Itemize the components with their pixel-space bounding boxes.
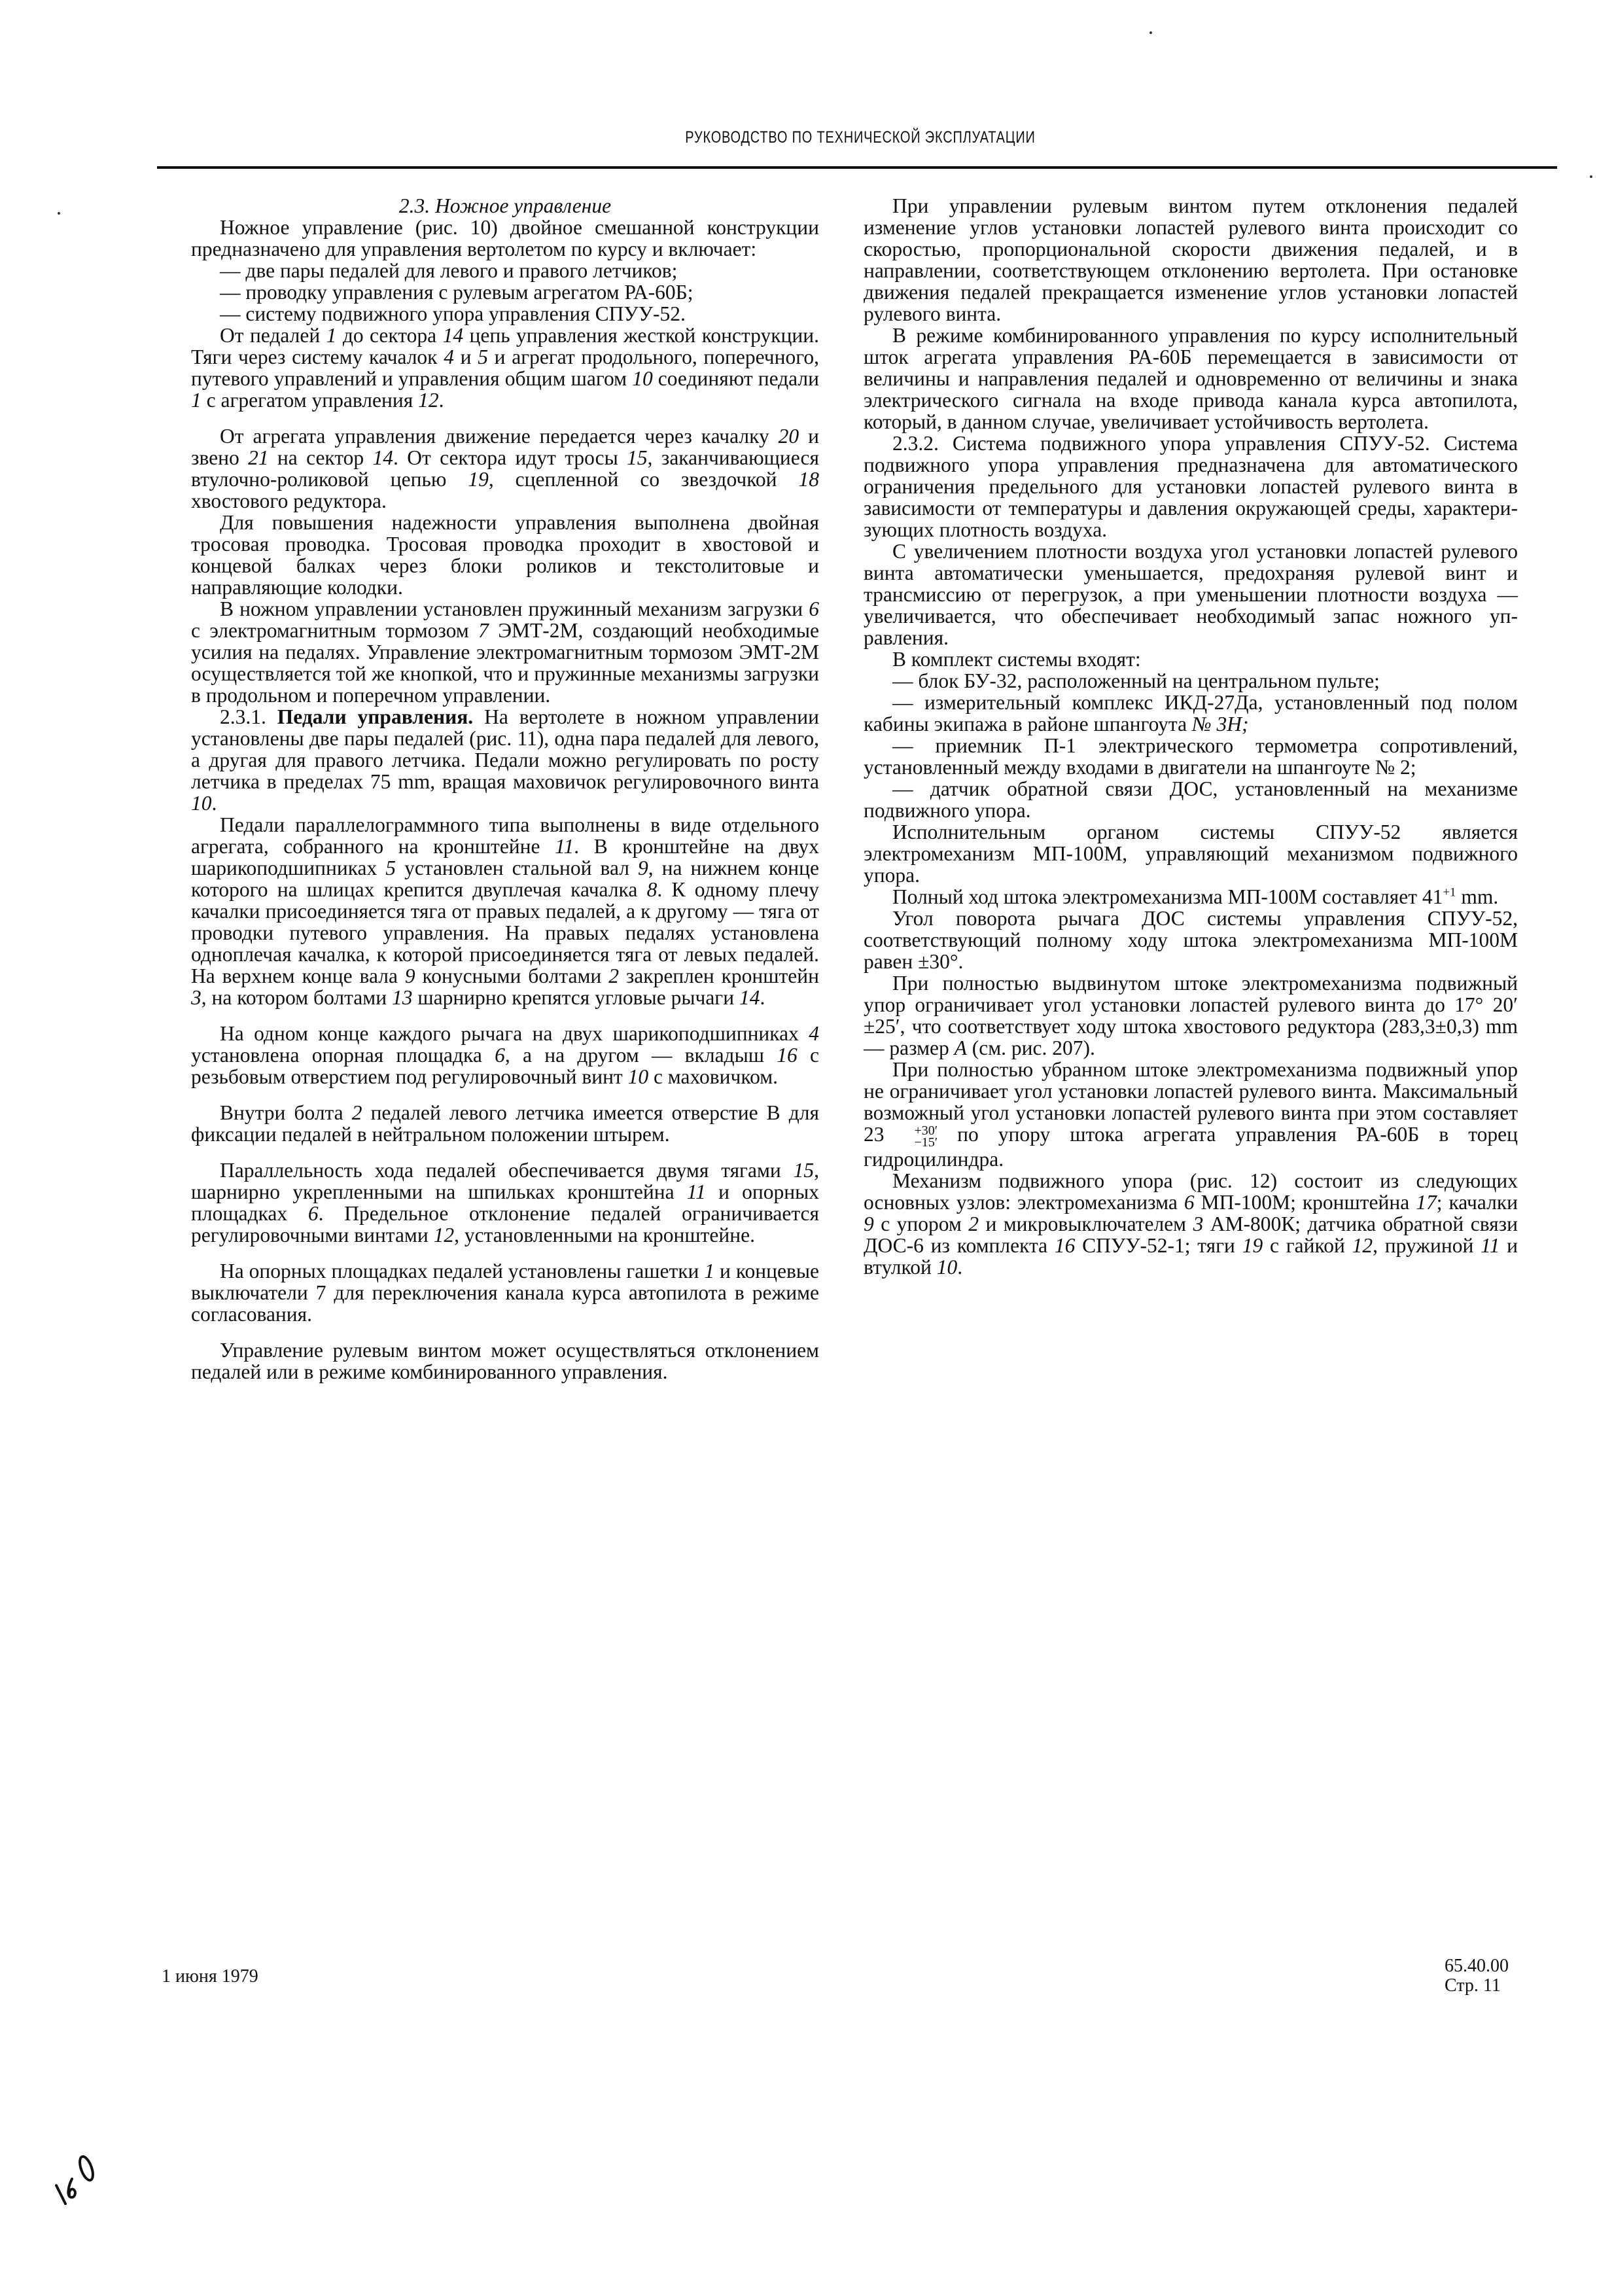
- footer-date: 1 июня 1979: [162, 1966, 258, 1987]
- section-title: 2.3. Ножное управление: [398, 194, 612, 217]
- paragraph: При управлении рулевым винтом путем отклонения педалей изменение углов установки лопастей рулевого винта происходит со скоростью, пропорциональной скорости движения педалей, и в направлении, соответствующем отклонению вертолета. При остановке движения педалей прекращается изменение углов установки лопастей рулевого винта.: [864, 194, 1518, 325]
- list-item: — приемник П-1 электрического термометра сопротивлений, установленный между входами в двигатели на шпангоуте № 2;: [864, 734, 1518, 779]
- paragraph: Исполнительным органом системы СПУУ-52 является электромеханизм МП-100М, управляющий механизмом подвижного упора.: [864, 821, 1518, 887]
- handwritten-page-mark: [51, 2146, 97, 2205]
- paragraph: Механизм подвижного упора (рис. 12) состоит из следующих основных узлов: электромеханизма 6 МП-100М; кронштейна 17; качалки 9 с упором 2 и микровыключателем 3 АМ-800К; датчика обратной связи ДОС-6 из комплекта 16 СПУУ-52-1; тяги 19 с гайкой 12, пружиной 11 и втулкой 10.: [864, 1169, 1518, 1279]
- paragraph: В режиме комбинированного управления по курсу исполнительный шток агрегата управления РА-60Б перемещается в зависимости от величины и направления педалей и одновременно от величины и знака электрического сигнала на входе привода канала курса автопилота, который, в данном случае, увеличивает устойчивость вертолета.: [864, 324, 1518, 433]
- paragraph: Внутри болта 2 педалей левого летчика имеется отверстие В для фиксации педалей в нейтральном положении штырем.: [191, 1101, 819, 1146]
- paragraph: При полностью убранном штоке электромеханизма подвижный упор не ограничивает угол установки лопастей рулевого винта. Максимальный возможный угол установки лопастей рулевого винта при этом составляет 23 +30′ −15′ по упору штока агрегата управления РА-60Б в торец гидроцилиндра.: [864, 1058, 1518, 1171]
- paragraph: Управление рулевым винтом может осуществляться отклонением педалей или в режиме комбинированного управления.: [191, 1339, 819, 1383]
- paragraph: На опорных площадках педалей установлены гашетки 1 и концевые выключатели 7 для переключения канала курса автопилота в режиме согласования.: [191, 1260, 819, 1326]
- subsection-paragraph: 2.3.2. Система подвижного упора управления СПУУ-52. Система подвижного упора управления предназначена для автоматического ограничения предельного для установки лопастей рулевого винта в зависимости от температуры и давления окружающей среды, характеризующих плотность воздуха.: [864, 432, 1518, 541]
- left-column: [191, 195, 819, 1383]
- tolerance-superscript: +1: [1443, 885, 1456, 900]
- angle-tolerance: +30′ −15′: [914, 1123, 938, 1150]
- subsection-paragraph: 2.3.1. Педали управления. На вертолете в ножном управлении установлены две пары педалей (рис. 11), одна пара педалей для левого, а другая для правого летчика. Педали можно регулировать по росту летчика в пределах 75 mm, вращая маховичок регулировочного винта 10.: [191, 705, 819, 815]
- paragraph: С увеличением плотности воздуха угол установки лопастей рулевого винта автоматически уменьшается, предохраняя рулевой винт и трансмиссию от перегрузок, а при уменьшении плотности воздуха — увеличивается, что обеспечивает необходимый запас ножного управления.: [864, 540, 1518, 649]
- list-item: — две пары педалей для левого и правого летчиков;: [220, 259, 678, 282]
- paragraph: Полный ход штока электромеханизма МП-100М составляет $41^{+1}$ mm.: [892, 885, 1499, 908]
- list-item: — проводку управления с рулевым агрегатом РА-60Б;: [220, 281, 693, 304]
- header-rule: [157, 166, 1557, 169]
- scan-speck: [1590, 175, 1592, 178]
- paragraph: В комплект системы входят:: [892, 648, 1141, 671]
- subsection-heading: Педали управления.: [277, 705, 474, 728]
- paragraph: На одном конце каждого рычага на двух шарикоподшипниках 4 установлена опорная площадка 6, а на другом — вкладыш 16 с резьбовым отверстием под регулировочный винт 10 с маховичком.: [191, 1022, 819, 1088]
- running-header: РУКОВОДСТВО ПО ТЕХНИЧЕСКОЙ ЭКСПЛУАТАЦИИ: [685, 128, 1036, 147]
- paragraph: Угол поворота рычага ДОС системы управления СПУУ-52, соответствующий полному ходу штока электромеханизма МП-100М равен ±30°.: [864, 907, 1518, 973]
- paragraph: Педали параллелограммного типа выполнены в виде отдельного агрегата, собранного на кронштейне 11. В кронштейне на двух шарикоподшипниках 5 установлен стальной вал 9, на нижнем конце которого на шлицах крепится двуплечая качалка 8. К одному плечу качалки присоединяется тяга от правых педалей, а к другому — тяга от проводки путевого управления. На правых педалях установлена одноплечая качалка, к которой присоединяется тяга от левых педалей. На верхнем конце вала 9 конусными болтами 2 закреплен кронштейн 3, на котором болтами 13 шарнирно крепятся угловые рычаги 14.: [191, 813, 819, 1009]
- scan-speck: [1149, 31, 1152, 34]
- list-item: — блок БУ-32, расположенный на центральном пульте;: [892, 669, 1380, 692]
- paragraph: От агрегата управления движение передается через качалку 20 и звено 21 на сектор 14. От сектора идут тросы 15, заканчивающиеся втулочно-роликовой цепью 19, сцепленной со звездочкой 18 хвостового редуктора.: [191, 425, 820, 512]
- paragraph: Для повышения надежности управления выполнена двойная тросовая проводка. Тросовая проводка проходит в хвостовой и концевой балках через блоки роликов и текстолитовые и направляющие колодки.: [191, 511, 819, 599]
- list-item: — датчик обратной связи ДОС, установленный на механизме подвижного упора.: [864, 777, 1518, 822]
- list-item: — систему подвижного упора управления СПУУ-52.: [220, 302, 686, 325]
- paragraph: От педалей 1 до сектора 14 цепь управления жесткой конструкции. Тяги через систему качалок 4 и 5 и агрегат продольного, поперечного, путевого управлений и управления общим шагом 10 соединяют педали 1 с агрегатом управления 12.: [191, 324, 820, 412]
- paragraph: В ножном управлении установлен пружинный механизм загрузки 6 с электромагнитным тормозом 7 ЭМТ-2М, создающий необходимые усилия на педалях. Управление электромагнитным тормозом ЭМТ-2М осуществляется той же кнопкой, что и пружинные механизмы загрузки в продольном и поперечном управлении.: [191, 597, 819, 707]
- page-number: Стр. 11: [1445, 1975, 1501, 1996]
- paragraph: Ножное управление (рис. 10) двойное смешанной конструкции предназначено для управления вертолетом по курсу и включает:: [191, 216, 819, 260]
- scan-speck: [58, 212, 60, 215]
- right-column: [864, 195, 1518, 1278]
- list-item: — измерительный комплекс ИКД-27Да, установленный под полом кабины экипажа в районе шпангоута № 3Н;: [864, 691, 1518, 735]
- doc-code: 65.40.00: [1445, 1956, 1509, 1976]
- footer-page-info: [1445, 1956, 1509, 1996]
- paragraph: При полностью выдвинутом штоке электромеханизма подвижный упор ограничивает угол установки лопастей рулевого винта до 17° 20′ ±25′, что соответствует ходу штока хвостового редуктора (283,3±0,3) mm — размер А (см. рис. 207).: [864, 972, 1518, 1059]
- paragraph: Параллельность хода педалей обеспечивается двумя тягами 15, шарнирно укрепленными на шпильках кронштейна 11 и опорных площадках 6. Предельное отклонение педалей ограничивается регулировочными винтами 12, установленными на кронштейне.: [191, 1159, 819, 1246]
